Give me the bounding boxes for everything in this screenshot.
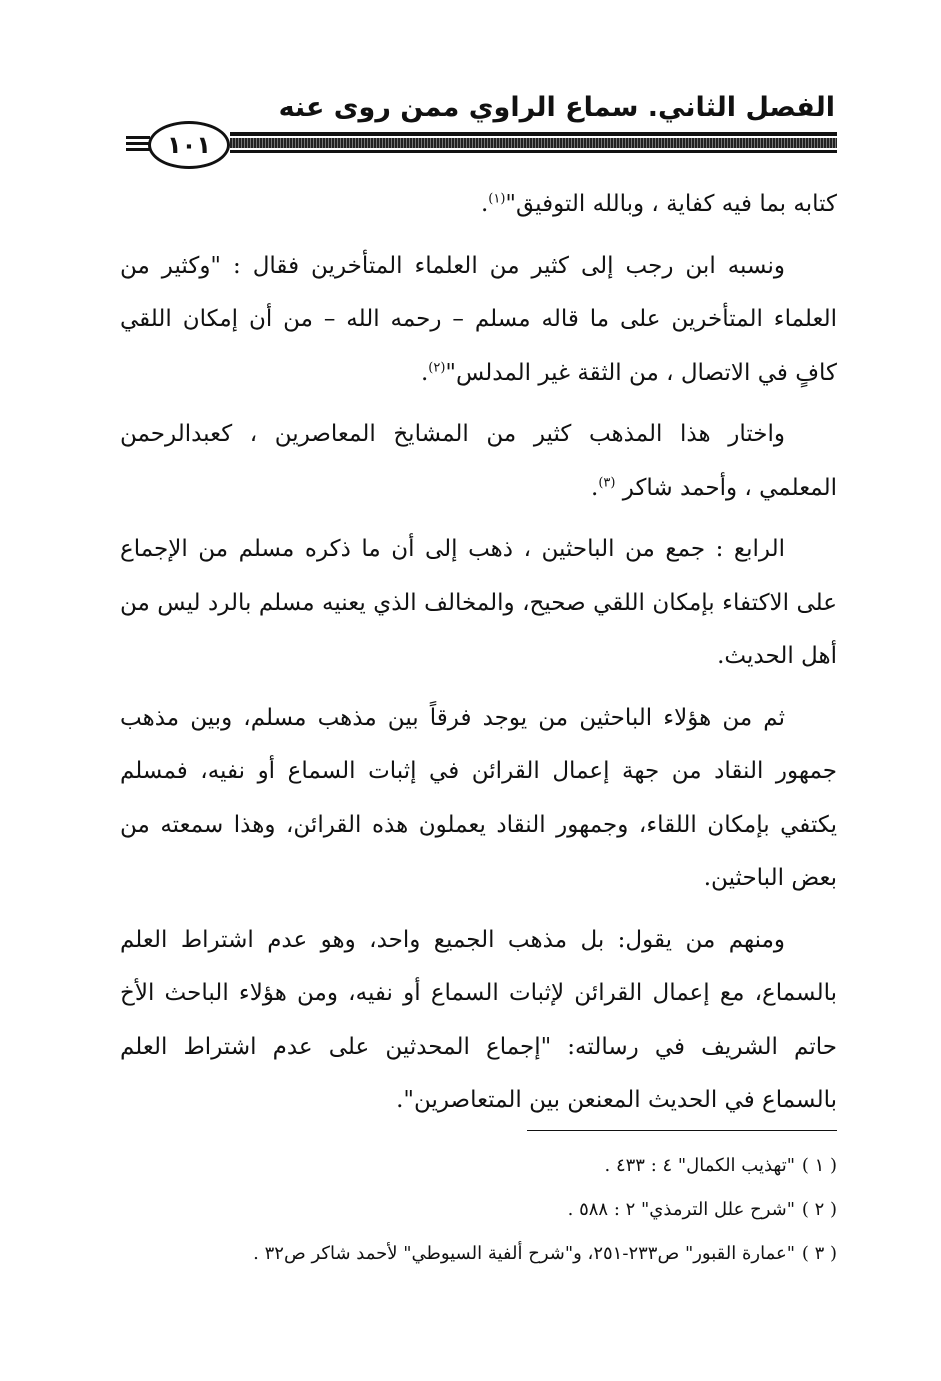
paragraph: كتابه بما فيه كفاية ، وبالله التوفيق"$^{(١)}$. [480,191,837,217]
footnote-number: ( ٢ ) [801,1199,837,1220]
footnote-reference[interactable]: (٢) [428,359,446,375]
footnote-text: "تهذيب الكمال" ٤ : ٤٣٣ . [604,1155,795,1176]
footnote-number: ( ٣ ) [801,1243,837,1264]
footnote-separator [527,1130,837,1131]
footnote-item [117,1188,837,1232]
footnote-number: ( ١ ) [801,1155,837,1176]
paragraph: ونسبه ابن رجب إلى كثير من العلماء المتأخرين فقال : "وكثير من العلماء المتأخرين على ما قاله مسلم – رحمه الله – من أن إمكان اللقي كافٍ في الاتصال ، من الثقة غير المدلس"$^{(٢)}$. [120,252,837,386]
footnote-item [117,1232,837,1276]
footnote-text: "شرح علل الترمذي" ٢ : ٥٨٨ . [567,1199,795,1220]
page-number: ١٠١ [148,121,230,169]
footnote-item [117,1144,837,1188]
header-ornament-stripes [126,136,150,156]
paragraph: ومنهم من يقول: بل مذهب الجميع واحد، وهو عدم اشتراط العلم بالسماع، مع إعمال القرائن لإثبات السماع أو نفيه، ومن هؤلاء الباحث الأخ حاتم الشريف في رسالته: "إجماع المحدثين على عدم اشتراط العلم بالسماع في الحديث المعنعن بين المتعاصرين". [120,926,837,1113]
footnotes [117,1144,837,1276]
header-rule [230,132,837,156]
paragraph: ثم من هؤلاء الباحثين من يوجد فرقاً بين مذهب مسلم، وبين مذهب جمهور النقاد من جهة إعمال القرائن في إثبات السماع أو نفيه، فمسلم يكتفي بإمكان اللقاء، وجمهور النقاد يعملون هذه القرائن، وهذا سمعته من بعض الباحثين. [120,704,837,891]
paragraph: واختار هذا المذهب كثير من المشايخ المعاصرين ، كعبدالرحمن المعلمي ، وأحمد شاكر $^{(٣)}$. [120,421,837,501]
paragraph: الرابع : جمع من الباحثين ، ذهب إلى أن ما ذكره مسلم من الإجماع على الاكتفاء بإمكان اللقي صحيح، والمخالف الذي يعنيه مسلم بالرد ليس من أهل الحديث. [120,536,837,669]
footnote-reference[interactable]: (٣) [598,474,616,490]
body-text [120,178,837,1136]
running-header-title: الفصل الثاني. سماع الراوي ممن روى عنه [278,92,835,123]
footnote-text: "عمارة القبور" ص٢٣٣-٢٥١، و"شرح ألفية السيوطي" لأحمد شاكر ص٣٢ . [253,1243,795,1264]
footnote-reference[interactable]: (١) [488,191,506,207]
